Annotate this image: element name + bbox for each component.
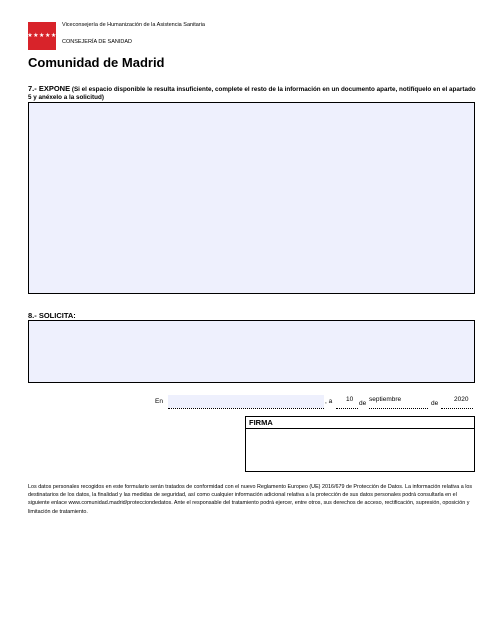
logo-stars: ★★★★★★★ — [21, 33, 63, 39]
privacy-notice: Los datos personales recogidos en este formulario serán tratados de conformidad con el nuevo Reglamento Europeo (UE) 2016/679 de Protección de Datos. La información relativa a los destinatarios de los datos, la finalidad y las medidas de seguridad, así como cualquier información adicional relativa a la protección de sus datos personales podrá consultarla en el siguiente enlace www.comunidad.madrid/protecciondedatos. Ante el responsable del tratamiento podrá ejercer, entre otros, sus derechos de acceso, rectificación, supresión, oposición y limitación de tratamiento. — [28, 484, 473, 515]
solicita-textarea[interactable] — [28, 320, 475, 383]
section-7-note: (Si el espacio disponible le resulta insuficiente, complete el resto de la información en un documento aparte, notifíquelo en el apartado 5 y anéxelo a la solicitud) — [28, 86, 476, 101]
expone-textarea[interactable] — [28, 102, 475, 294]
section-7-label: 7.- EXPONE — [28, 84, 71, 93]
a-label: , a — [325, 398, 333, 405]
de-label-1: de — [359, 400, 367, 407]
year-field[interactable]: 2020 — [454, 396, 469, 403]
signature-label: FIRMA — [246, 417, 474, 429]
month-field[interactable]: septiembre — [369, 396, 402, 403]
department-name: Viceconsejería de Humanización de la Asistencia Sanitaria — [62, 22, 205, 28]
section-7-heading — [28, 85, 478, 102]
comunidad-madrid-logo — [21, 22, 63, 50]
place-dots — [168, 398, 324, 409]
page-title: Comunidad de Madrid — [28, 55, 165, 70]
section-8-label: 8.- SOLICITA: — [28, 311, 76, 320]
signature-box[interactable] — [245, 416, 475, 472]
en-label: En — [155, 398, 163, 405]
ministry-name: CONSEJERÍA DE SANIDAD — [62, 39, 132, 45]
de-label-2: de — [431, 400, 439, 407]
day-field[interactable]: 10 — [346, 396, 354, 403]
